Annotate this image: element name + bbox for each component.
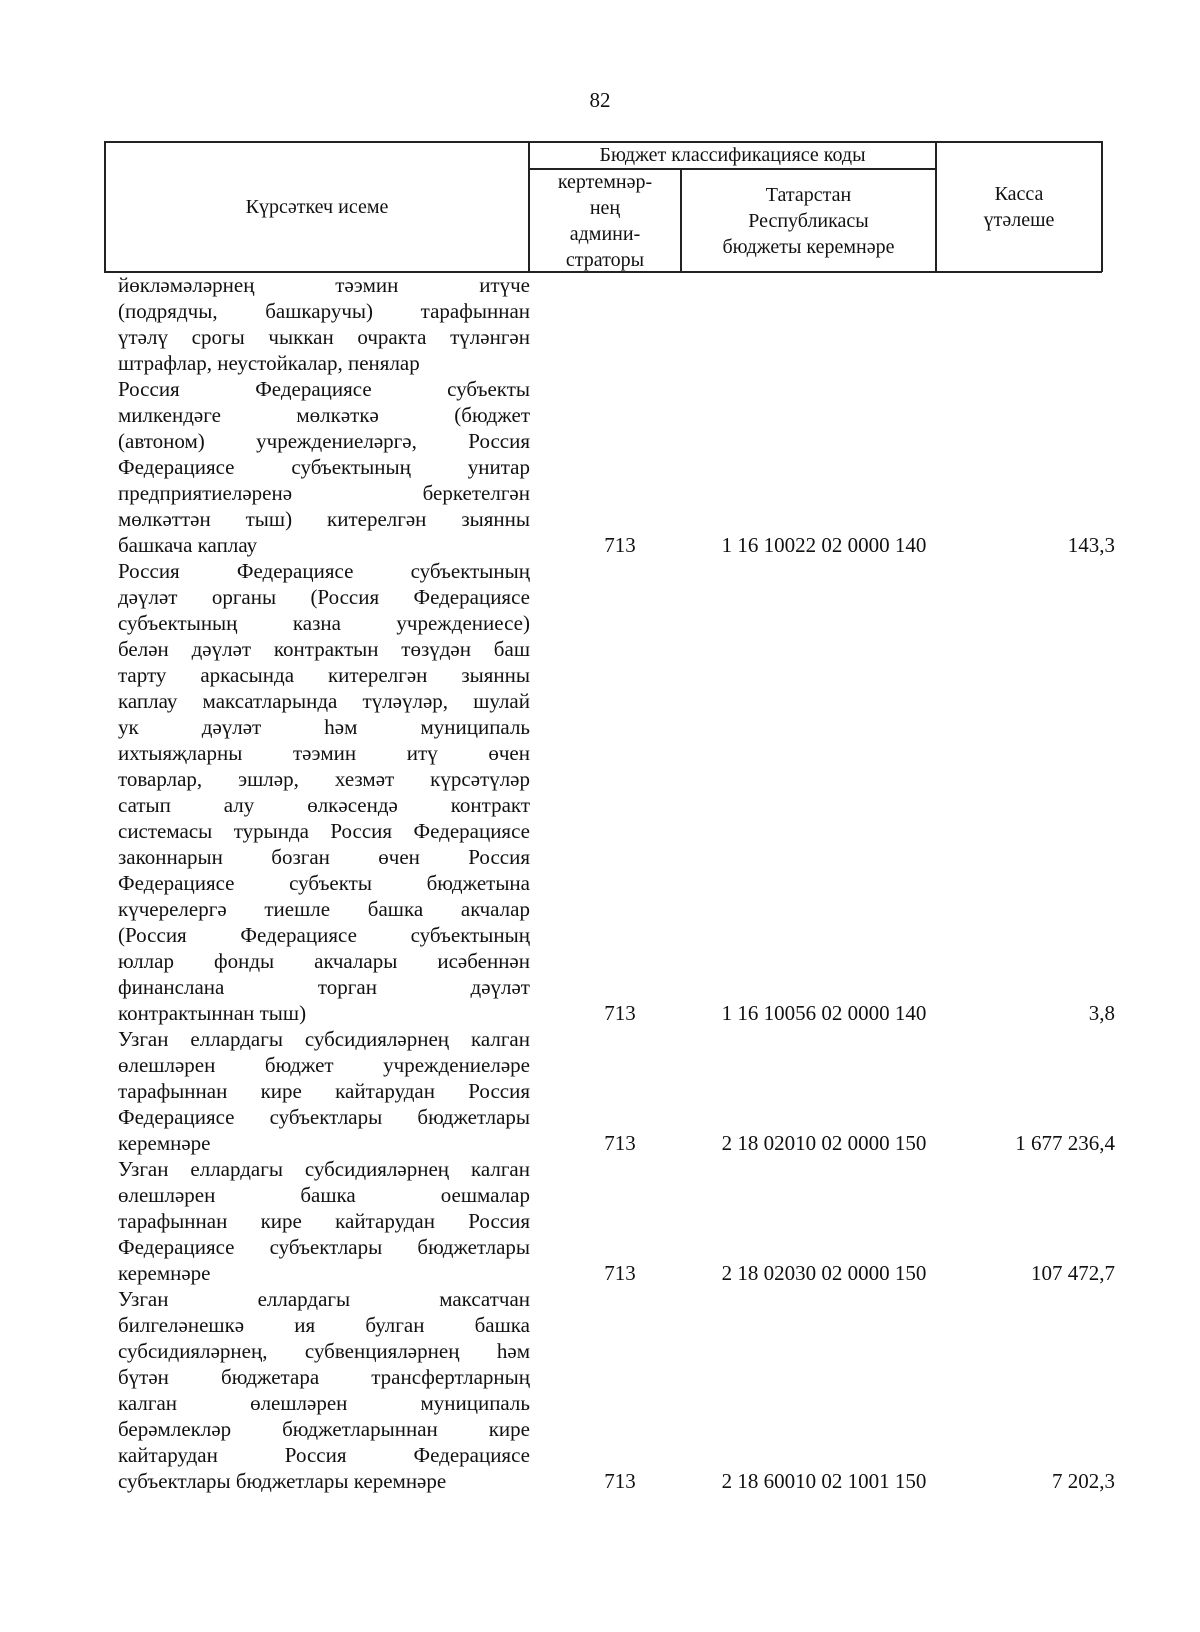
row-amount: 7 202,3 xyxy=(1052,1469,1115,1493)
header-group-col: Бюджет классификациясе коды xyxy=(599,144,866,166)
row-name-line: тарафыннан кире кайтарудан Россия xyxy=(118,1079,530,1103)
row-name-line: законнарын бозган өчен Россия xyxy=(118,845,530,869)
row-name-line: (автоном) учреждениеләргә, Россия xyxy=(118,429,530,453)
row-name-line: Федерациясе субъектлары бюджетлары xyxy=(118,1105,530,1129)
row-name-line: милкендәге мөлкәткә (бюджет xyxy=(118,403,530,427)
row-name xyxy=(118,1156,530,1286)
page-number: 82 xyxy=(589,88,611,112)
header-right-border xyxy=(1101,141,1103,272)
row-name-line: каплау максатларында түләүләр, шулай xyxy=(118,689,530,713)
row-name-line: (Россия Федерациясе субъектының xyxy=(118,923,530,947)
row-name xyxy=(118,376,530,558)
row-name-line: тарту аркасында китерелгән зыянны xyxy=(118,663,530,687)
row-name-line: өлешләрен бюджет учреждениеләре xyxy=(118,1053,530,1077)
row-name-line: Узган еллардагы максатчан xyxy=(118,1287,530,1311)
row-name-line: штрафлар, неустойкалар, пенялар xyxy=(118,351,420,375)
row-name-line: субъектлары бюджетлары керемнәре xyxy=(118,1469,447,1493)
row-name-line: контрактыннан тыш) xyxy=(118,1001,307,1025)
row-name-line: калган өлешләрен муниципаль xyxy=(118,1391,530,1415)
header-admin-col: кертемнәр- нең админи- страторы xyxy=(557,170,653,271)
row-name-line: финанслана торган дәүләт xyxy=(118,975,530,999)
row-name-line: тарафыннан кире кайтарудан Россия xyxy=(118,1209,530,1233)
row-name-line: мөлкәттән тыш) китерелгән зыянны xyxy=(118,507,530,531)
row-name-line: (подрядчы, башкаручы) тарафыннан xyxy=(118,299,530,323)
row-name-line: ук дәүләт һәм муниципаль xyxy=(118,715,530,739)
row-name-line: Узган еллардагы субсидияләрнең калган xyxy=(118,1027,530,1051)
row-budget-code: 2 18 02030 02 0000 150 xyxy=(721,1261,927,1285)
row-name-line: субъектының казна учреждениесе) xyxy=(118,611,530,635)
row-name-line: Узган еллардагы субсидияләрнең калган xyxy=(118,1157,530,1181)
row-amount: 3,8 xyxy=(1088,1001,1115,1025)
row-name-line: күчерелергә тиешле башка акчалар xyxy=(118,897,530,921)
row-admin-code: 713 xyxy=(604,1469,636,1493)
row-name-line: дәүләт органы (Россия Федерациясе xyxy=(118,585,530,609)
row-name-line: юллар фонды акчалары исәбеннән xyxy=(118,949,530,973)
row-name-line: Федерациясе субъектының унитар xyxy=(118,455,530,479)
row-name-line: Россия Федерациясе субъекты xyxy=(118,377,530,401)
row-name-line: керемнәре xyxy=(118,1131,211,1155)
row-name-line: субсидияләрнең, субвенцияләрнең һәм xyxy=(118,1339,530,1363)
row-name-line: үтәлү срогы чыккан очракта түләнгән xyxy=(118,325,530,349)
row-name xyxy=(118,558,530,1026)
row-name-line: билгеләнешкә ия булган башка xyxy=(118,1313,530,1337)
row-amount: 143,3 xyxy=(1067,533,1115,557)
row-budget-code: 2 18 02010 02 0000 150 xyxy=(721,1131,927,1155)
row-name-line: Россия Федерациясе субъектының xyxy=(118,559,530,583)
row-name xyxy=(118,1286,530,1494)
row-name-line: керемнәре xyxy=(118,1261,211,1285)
row-name-line: сатып алу өлкәсендә контракт xyxy=(118,793,530,817)
row-name-line: йөкләмәләрнең тәэмин итүче xyxy=(118,273,530,297)
header-amount-col: Касса үтәлеше xyxy=(983,182,1055,231)
row-admin-code: 713 xyxy=(604,1131,636,1155)
row-name-line: кайтарудан Россия Федерациясе xyxy=(118,1443,530,1467)
row-name-line: предприятиеләренә беркетелгән xyxy=(118,481,530,505)
header-code-col: Татарстан Республикасы бюджеты керемнәре xyxy=(722,183,895,258)
row-name-line: товарлар, эшләр, хезмәт күрсәтүләр xyxy=(118,767,530,791)
row-budget-code: 2 18 60010 02 1001 150 xyxy=(721,1469,927,1493)
row-admin-code: 713 xyxy=(604,1001,636,1025)
row-admin-code: 713 xyxy=(604,533,636,557)
row-admin-code: 713 xyxy=(604,1261,636,1285)
row-name-line: бүтән бюджетара трансфертларның xyxy=(118,1365,530,1389)
row-name xyxy=(118,272,530,376)
row-budget-code: 1 16 10056 02 0000 140 xyxy=(721,1001,927,1025)
row-amount: 1 677 236,4 xyxy=(1015,1131,1115,1155)
row-budget-code: 1 16 10022 02 0000 140 xyxy=(721,533,927,557)
row-name-line: системасы турында Россия Федерациясе xyxy=(118,819,530,843)
row-name-line: ихтыяҗларны тәэмин итү өчен xyxy=(118,741,530,765)
row-amount: 107 472,7 xyxy=(1031,1261,1115,1285)
header-name-col: Күрсәткеч исеме xyxy=(245,195,389,218)
row-name-line: өлешләрен башка оешмалар xyxy=(118,1183,530,1207)
row-name-line: белән дәүләт контрактын төзүдән баш xyxy=(118,637,530,661)
row-name-line: Федерациясе субъекты бюджетына xyxy=(118,871,530,895)
row-name-line: Федерациясе субъектлары бюджетлары xyxy=(118,1235,530,1259)
row-name xyxy=(118,1026,530,1156)
row-name-line: башкача каплау xyxy=(118,533,258,557)
row-name-line: берәмлекләр бюджетларыннан кире xyxy=(118,1417,530,1441)
